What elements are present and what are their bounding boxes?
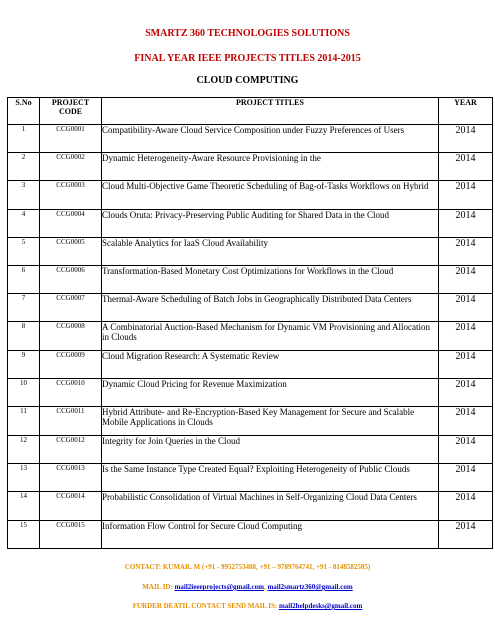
cell-year: 2014 <box>439 521 493 549</box>
mail-line <box>0 583 495 591</box>
cell-project-title: Hybrid Attribute- and Re-Encryption-Based Key Management for Secure and Scalable Mobile Applications in Clouds <box>102 407 439 436</box>
table-row <box>8 294 493 322</box>
table-row <box>8 181 493 210</box>
cell-sno: 4 <box>8 210 40 238</box>
cell-year: 2014 <box>439 492 493 521</box>
cell-project-code: CCG0012 <box>40 436 102 464</box>
col-header-year: YEAR <box>439 98 493 125</box>
cell-sno: 5 <box>8 238 40 266</box>
cell-project-title: Compatibility-Aware Cloud Service Composition under Fuzzy Preferences of Users <box>102 125 439 153</box>
col-header-title: PROJECT TITLES <box>102 98 439 125</box>
cell-project-title: Is the Same Instance Type Created Equal? Exploiting Heterogeneity of Public Clouds <box>102 464 439 492</box>
cell-sno: 3 <box>8 181 40 210</box>
cell-sno: 1 <box>8 125 40 153</box>
table-row <box>8 492 493 521</box>
cell-year: 2014 <box>439 210 493 238</box>
cell-project-title: Cloud Multi-Objective Game Theoretic Scheduling of Bag-of-Tasks Workflows on Hybrid <box>102 181 439 210</box>
cell-project-code: CCG0006 <box>40 266 102 294</box>
table-row <box>8 125 493 153</box>
cell-project-title: Thermal-Aware Scheduling of Batch Jobs in Geographically Distributed Data Centers <box>102 294 439 322</box>
cell-project-title: A Combinatorial Auction-Based Mechanism for Dynamic VM Provisioning and Allocation in Clouds <box>102 322 439 351</box>
mail-link-2[interactable]: mail2smartz360@gmail.com <box>267 583 353 591</box>
cell-year: 2014 <box>439 351 493 379</box>
table-row <box>8 322 493 351</box>
cell-project-code: CCG0008 <box>40 322 102 351</box>
cell-year: 2014 <box>439 266 493 294</box>
table-row <box>8 379 493 407</box>
table-row <box>8 153 493 181</box>
cell-project-code: CCG0009 <box>40 351 102 379</box>
cell-project-code: CCG0007 <box>40 294 102 322</box>
projects-table <box>7 97 493 549</box>
cell-project-title: Cloud Migration Research: A Systematic Review <box>102 351 439 379</box>
col-header-sno: S.No <box>8 98 40 125</box>
cell-project-code: CCG0013 <box>40 464 102 492</box>
mail-label: MAIL ID: <box>142 583 173 591</box>
cell-year: 2014 <box>439 379 493 407</box>
cell-sno: 12 <box>8 436 40 464</box>
cell-sno: 15 <box>8 521 40 549</box>
cell-sno: 13 <box>8 464 40 492</box>
category-heading: CLOUD COMPUTING <box>196 75 299 86</box>
cell-sno: 9 <box>8 351 40 379</box>
further-contact-line <box>0 602 495 610</box>
table-row <box>8 436 493 464</box>
cell-project-code: CCG0015 <box>40 521 102 549</box>
table-header-row <box>8 98 493 125</box>
cell-year: 2014 <box>439 125 493 153</box>
table-row <box>8 210 493 238</box>
cell-year: 2014 <box>439 464 493 492</box>
contact-line: CONTACT: KUMAR. M (+91 - 9952753488, +91 – 9789764741, +91 - 8148582585) <box>124 563 371 571</box>
cell-year: 2014 <box>439 181 493 210</box>
cell-project-code: CCG0002 <box>40 153 102 181</box>
table-row <box>8 238 493 266</box>
helpdesk-mail-link[interactable]: mail2helpdesks@gmail.com <box>278 602 363 610</box>
cell-project-code: CCG0004 <box>40 210 102 238</box>
cell-project-code: CCG0011 <box>40 407 102 436</box>
cell-year: 2014 <box>439 294 493 322</box>
cell-year: 2014 <box>439 436 493 464</box>
cell-project-code: CCG0003 <box>40 181 102 210</box>
cell-project-title: Information Flow Control for Secure Cloud Computing <box>102 521 439 549</box>
cell-year: 2014 <box>439 153 493 181</box>
cell-project-code: CCG0014 <box>40 492 102 521</box>
table-row <box>8 351 493 379</box>
cell-sno: 14 <box>8 492 40 521</box>
cell-project-title: Integrity for Join Queries in the Cloud <box>102 436 439 464</box>
cell-sno: 2 <box>8 153 40 181</box>
cell-project-title: Probabilistic Consolidation of Virtual Machines in Self-Organizing Cloud Data Centers <box>102 492 439 521</box>
cell-sno: 8 <box>8 322 40 351</box>
company-title: SMARTZ 360 TECHNOLOGIES SOLUTIONS <box>145 28 350 39</box>
cell-project-code: CCG0001 <box>40 125 102 153</box>
table-row <box>8 521 493 549</box>
cell-sno: 7 <box>8 294 40 322</box>
cell-year: 2014 <box>439 407 493 436</box>
cell-sno: 6 <box>8 266 40 294</box>
cell-project-title: Dynamic Heterogeneity-Aware Resource Provisioning in the <box>102 153 439 181</box>
mail-link-1[interactable]: mail2ieeeprojects@gmail.com <box>174 583 264 591</box>
document-subtitle: FINAL YEAR IEEE PROJECTS TITLES 2014-2015 <box>134 53 361 64</box>
table-row <box>8 464 493 492</box>
cell-sno: 11 <box>8 407 40 436</box>
col-header-code: PROJECT CODE <box>40 98 102 125</box>
table-row <box>8 407 493 436</box>
table-row <box>8 266 493 294</box>
cell-project-code: CCG0005 <box>40 238 102 266</box>
cell-project-title: Clouds Oruta: Privacy-Preserving Public Auditing for Shared Data in the Cloud <box>102 210 439 238</box>
cell-project-title: Dynamic Cloud Pricing for Revenue Maximization <box>102 379 439 407</box>
cell-year: 2014 <box>439 238 493 266</box>
further-contact-label: FURDER DEATIL CONTACT SEND MAIL IS: <box>132 602 278 610</box>
cell-project-code: CCG0010 <box>40 379 102 407</box>
mail-separator: , <box>263 583 266 591</box>
cell-year: 2014 <box>439 322 493 351</box>
cell-project-title: Scalable Analytics for IaaS Cloud Availability <box>102 238 439 266</box>
cell-sno: 10 <box>8 379 40 407</box>
table-body <box>8 125 493 549</box>
cell-project-title: Transformation-Based Monetary Cost Optimizations for Workflows in the Cloud <box>102 266 439 294</box>
